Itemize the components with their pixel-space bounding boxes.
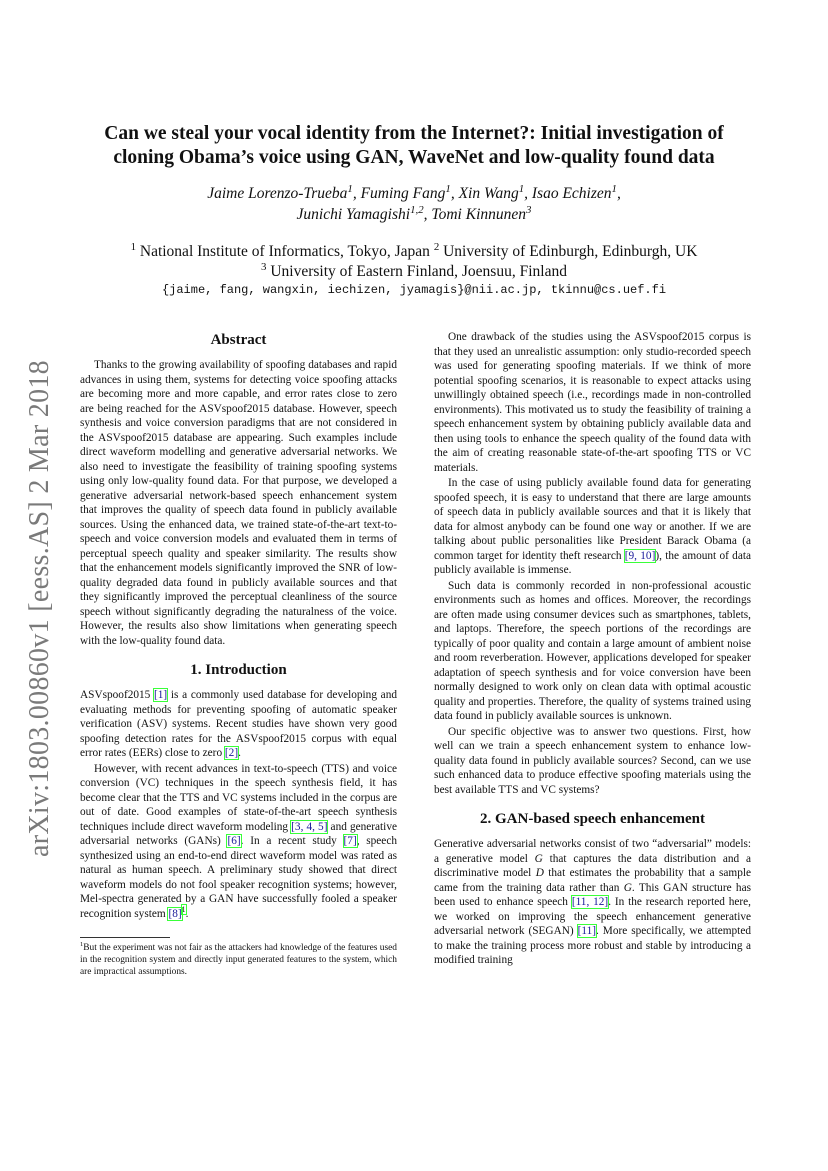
author-affil-mark: 1 <box>347 182 353 195</box>
affiliation-line-1 <box>80 242 748 262</box>
arxiv-stamp <box>20 357 60 860</box>
author-affil-mark: 1 <box>611 182 617 195</box>
right-paragraph-3: Such data is commonly recorded in non-professional acoustic environments such as homes and offices. Moreover, the recordings are often made using consumer devices such as smartphones, tablets, and laptops. Therefore, the speech portions of the recordings are typically of poor quality and contain a large amount of ambient noise and room reverberation. However, applications developed for speaker adaptation of speech synthesis and for voice conversion have been normally designed to work only on clean data with optimal acoustic quality and properties. Therefore, the quality of systems trained using data found in publicly available sources is unknown. <box>434 579 751 722</box>
text-run: , speech synthesized using an end-to-end direct waveform model was rated as natural as human speech. A preliminary study showed that direct waveform models do not fool speaker recognition systems; however, Mel-spectra generated by a GAN have successfully fooled a speaker recognition system <box>80 835 397 920</box>
author-separator: , <box>524 185 532 202</box>
affil-text: National Institute of Informatics, Tokyo, Japan <box>136 243 434 260</box>
abstract-text: Thanks to the growing availability of spoofing databases and rapid advances in using them, systems for detecting voice spoofing attacks are becoming more and more capable, and error rates close to zero are being reached for the ASVspoof2015 database. However, speech synthesis and voice conversion paradigms that are not considered in the ASVspoof2015 database are appearing. Such examples include direct waveform modelling and generative adversarial networks. We also need to investigate the feasibility of training spoofing systems using only low-quality found data. For that purpose, we developed a generative adversarial network-based speech enhancement system that improves the quality of speech data found in publicly available sources. Using the enhanced data, we trained state-of-the-art text-to-speech and voice conversion models and evaluated them in terms of perceptual speech quality and speaker similarity. The results show that the enhancement models significantly improved the SNR of low-quality degraded data found in publicly available sources and that they significantly improved the perceptual cleanliness of the source speech without significantly degrading the naturalness of the voice. However, the results also show limitations when generating speech with the low-quality found data. <box>80 359 397 647</box>
footnote <box>80 942 397 978</box>
footnote-mark: 1 <box>80 940 84 948</box>
author-separator: , <box>352 185 361 202</box>
footnote-text: But the experiment was not fair as the attackers had knowledge of the features used in the recognition system and directly input generated features to the system, which are impractical assumptions. <box>80 943 397 977</box>
paper-title <box>80 122 748 170</box>
author-name: Tomi Kinnunen <box>431 206 527 223</box>
math-symbol: G <box>534 852 543 865</box>
right-paragraph-1: One drawback of the studies using the ASVspoof2015 corpus is that they used an unrealistic assumption: only studio-recorded speech was used for generating spoofing materials. If we think of more potential spoofing scenarios, it is reasonable to expect attacks using unwillingly obtained speech (i.e., recordings made in non-controlled environments). This motivated us to study the feasibility of training a speech enhancement system by obtaining publicly available data and then using tools to enhance the speech quality of the found data with the aim of creating reasonable state-of-the-art spoofing TTS or VC materials. <box>434 331 751 474</box>
author-name: Fuming Fang <box>360 185 446 202</box>
author-affil-mark: 1 <box>518 182 525 195</box>
text-run: . In the research reported here, we worked on improving the speech enhancement generative adversarial network (SEGAN) <box>434 896 751 937</box>
citation-link[interactable]: [9, 10] <box>624 549 656 562</box>
title-line-1: Can we steal your vocal identity from the Internet?: Initial investigation of <box>104 123 724 144</box>
author-name: Xin Wang <box>458 185 519 202</box>
author-affil-mark: 1,2 <box>410 203 424 216</box>
affil-mark: 2 <box>433 240 440 253</box>
text-run: that estimates the probability that a sample came from the training data rather than <box>434 867 752 894</box>
author-separator: , <box>450 185 459 202</box>
footnote-marker[interactable]: 1 <box>181 904 186 914</box>
citation-link[interactable]: [3, 4, 5] <box>291 820 328 833</box>
author-separator: , <box>423 206 432 223</box>
text-run: that captures the data distribution and a discriminative model <box>434 852 751 879</box>
left-column <box>80 330 397 978</box>
text-run: . More specifically, we attempted to make the training process more robust and stable by introducing a modified training <box>434 925 751 966</box>
citation-link[interactable]: [11] <box>577 925 597 937</box>
author-affil-mark: 3 <box>526 203 532 216</box>
affil-mark: 3 <box>261 260 267 273</box>
gan-section-heading: 2. GAN-based speech enhancement <box>480 811 705 827</box>
affil-text: University of Edinburgh, Edinburgh, UK <box>439 243 698 260</box>
gan-paragraph-1 <box>434 837 751 968</box>
citation-link[interactable]: [7] <box>343 835 357 847</box>
text-run: . <box>185 907 189 920</box>
text-run: However, with recent advances in text-to-speech (TTS) and voice conversion (VC) techniques in the speech synthesis field, it has become clear that the TTS and VC systems included in the corpus are out of date. Good examples of state-of-the-art speech synthesis techniques include direct waveform modeling <box>80 762 397 833</box>
citation-link[interactable]: [6] <box>227 835 241 847</box>
author-name: Jaime Lorenzo-Trueba <box>207 185 348 202</box>
text-run: In the case of using publicly available found data for generating spoofed speech, it is easy to understand that there are large amounts of speech data in publicly available sources and that it is likely that data for almost anybody can be found one way or another. If we are talking about public personalities like President Barack Obama (a common target for identity theft research <box>434 477 751 562</box>
author-emails: {jaime, fang, wangxin, iechizen, jyamagis}@nii.ac.jp, tkinnu@cs.uef.fi <box>161 283 667 297</box>
author-list <box>80 183 748 225</box>
text-run: is a commonly used database for developing and evaluating methods for preventing spoofing of automatic speaker verification (ASV) systems. Recent studies have shown very good spoofing detection rates for the ASVspoof2015 corpus with equal error rates (EERs) close to zero <box>80 689 397 759</box>
right-paragraph-4: Our specific objective was to answer two questions. First, how well can we train a speech enhancement system to enhance low-quality data found in publicly available sources? Second, can we use such enhanced data to produce effective spoofing materials using the best available TTS and VC systems? <box>434 725 751 796</box>
text-run: ), the amount of data publicly available is immense. <box>434 549 751 576</box>
affiliations <box>80 242 748 282</box>
citation-link[interactable]: [11, 12] <box>571 896 609 908</box>
author-name: Isao Echizen <box>531 185 612 202</box>
intro-paragraph-2 <box>80 762 397 922</box>
arxiv-stamp-text: arXiv:1803.00860v1 [eess.AS] 2 Mar 2018 <box>24 360 55 857</box>
introduction-heading: 1. Introduction <box>190 662 287 678</box>
text-run: . This GAN structure has been used to enhance speech <box>434 881 751 908</box>
affil-text: University of Eastern Finland, Joensuu, Finland <box>266 263 567 280</box>
text-run: ASVspoof2015 <box>80 689 155 701</box>
author-name: Junichi Yamagishi <box>296 206 411 223</box>
text-run: . In a recent study <box>240 835 344 847</box>
right-paragraph-2 <box>434 476 751 578</box>
abstract-heading: Abstract <box>210 332 267 348</box>
math-symbol: D <box>535 867 544 879</box>
affil-mark: 1 <box>130 240 136 253</box>
authors-line-1 <box>80 183 748 204</box>
citation-link[interactable]: [8] <box>168 907 182 920</box>
author-affil-mark: 1 <box>445 182 451 195</box>
text-run: . <box>238 747 241 759</box>
right-column <box>434 330 751 968</box>
footnote-divider <box>80 937 170 938</box>
citation-link[interactable]: [2] <box>224 747 239 759</box>
math-symbol: G <box>623 881 632 894</box>
author-separator: , <box>616 185 621 202</box>
citation-link[interactable]: [1] <box>154 689 168 701</box>
text-run: and generative adversarial networks (GANs) <box>80 820 397 847</box>
authors-line-2 <box>80 204 748 225</box>
text-run: Generative adversarial networks consist of two “adversarial” models: a generative model <box>434 838 751 865</box>
intro-paragraph-1 <box>80 688 397 761</box>
title-line-2: cloning Obama’s voice using GAN, WaveNet and low-quality found data <box>113 147 715 168</box>
affiliation-line-2 <box>80 262 748 282</box>
